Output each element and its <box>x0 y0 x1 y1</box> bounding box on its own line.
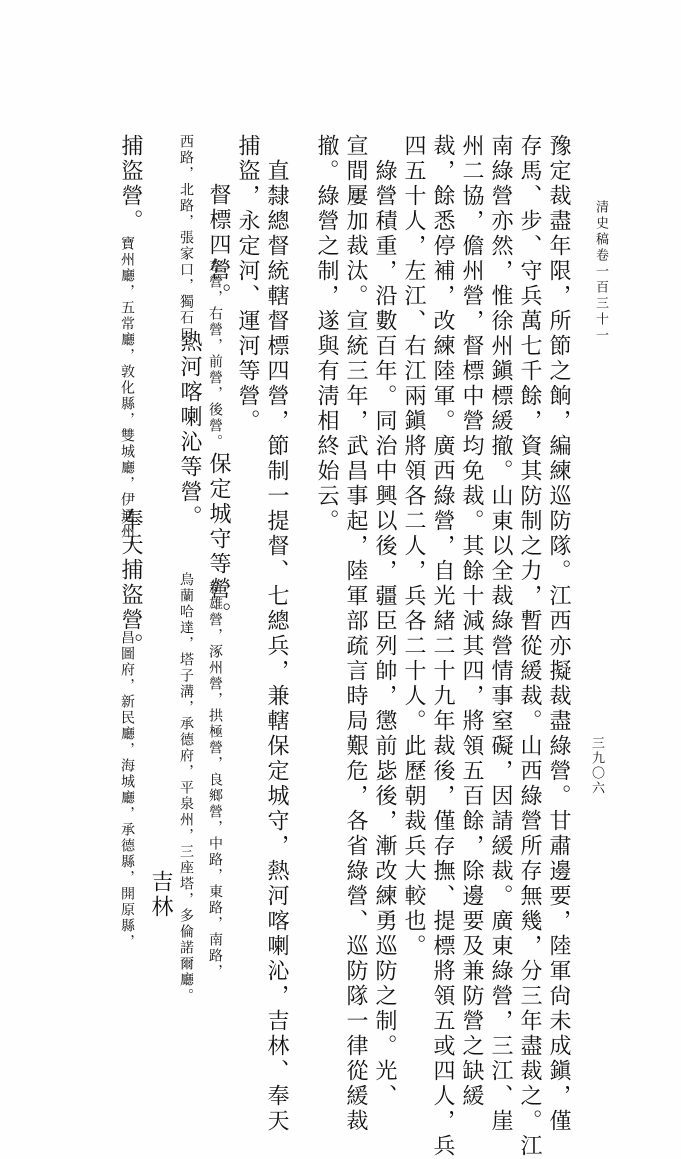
annotation-note: 新雄營，涿州營，拱極營，良鄉營，中路，東路，南路， <box>207 580 223 980</box>
text-column: 吉林 <box>148 870 173 920</box>
text-column: 豫定裁盡年限，所節之餉，編練巡防隊。江西亦擬裁盡綠營。甘肅邊要，陸軍尙未成鎭，僅 <box>546 134 571 1134</box>
text-column: 綠營積重，沿數百年。同治中興以後，疆臣列帥，懲前毖後，漸改練勇巡防之制。光、 <box>372 134 397 1109</box>
annotation-note: 烏蘭哈達，塔子溝，承德府，平泉州，三座塔，多倫諾爾廳。 <box>178 572 194 1004</box>
text-column: 裁，餘悉停補，改練陸軍。廣西綠營，自光緒二十九年裁後，僅存撫、提標將領五或四人，兵 <box>430 134 455 1159</box>
annotation-note: 寶州廳，五常廳，敦化縣，雙城廳，伊通州。 <box>119 236 135 556</box>
text-column: 奉天捕盜營。 <box>118 508 143 658</box>
text-column: 四五十人，左江、右江兩鎭將領各二人，兵各二十人。此歷朝裁兵大較也。 <box>401 134 426 959</box>
running-head-title: 清史稿卷一百三十一 <box>593 200 608 344</box>
page-number: 三九〇六 <box>589 736 604 796</box>
text-column: 宣間屢加裁汰。宣統三年，武昌事起，陸軍部疏言時局艱危，各省綠營、巡防隊一律從緩裁 <box>343 134 368 1134</box>
text-column: 存馬、步、守兵萬七千餘，資其防制之力，暫從緩裁。山西綠營所存無幾，分三年盡裁之。江 <box>517 134 542 1159</box>
annotation-note: 昌圖府，新民廳，海城廳，承德縣，開原縣， <box>119 630 135 950</box>
text-column: 捕盜營。 <box>118 134 143 234</box>
text-column: 撤。綠營之制，遂與有淸相終始云。 <box>314 134 339 534</box>
text-column: 捕盜，永定河、運河等營。 <box>235 134 260 434</box>
text-column: 督標四營。 <box>206 158 231 308</box>
annotation-note: 左營，右營，前營，後營。 <box>207 258 223 450</box>
text-column: 保定城守等營。 <box>206 452 231 627</box>
text-column: 州二協，儋州營，督標中營均免裁。其餘十減其四，將領五百餘，除邊要及兼防營之缺緩 <box>459 134 484 1109</box>
text-column: 南綠營亦然，惟徐州鎭標緩撤。山東以全裁綠營情事窒礙，因請緩裁。廣東綠營，三江、崖 <box>488 134 513 1134</box>
annotation-note: 西路，北路，張家口，獨石口。 <box>178 134 194 358</box>
text-column: 熱河喀喇沁等營。 <box>177 330 202 530</box>
text-column: 直隸總督統轄督標四營，節制一提督、七總兵，兼轄保定城守，熱河喀喇沁，吉林、奉天 <box>264 134 289 1134</box>
